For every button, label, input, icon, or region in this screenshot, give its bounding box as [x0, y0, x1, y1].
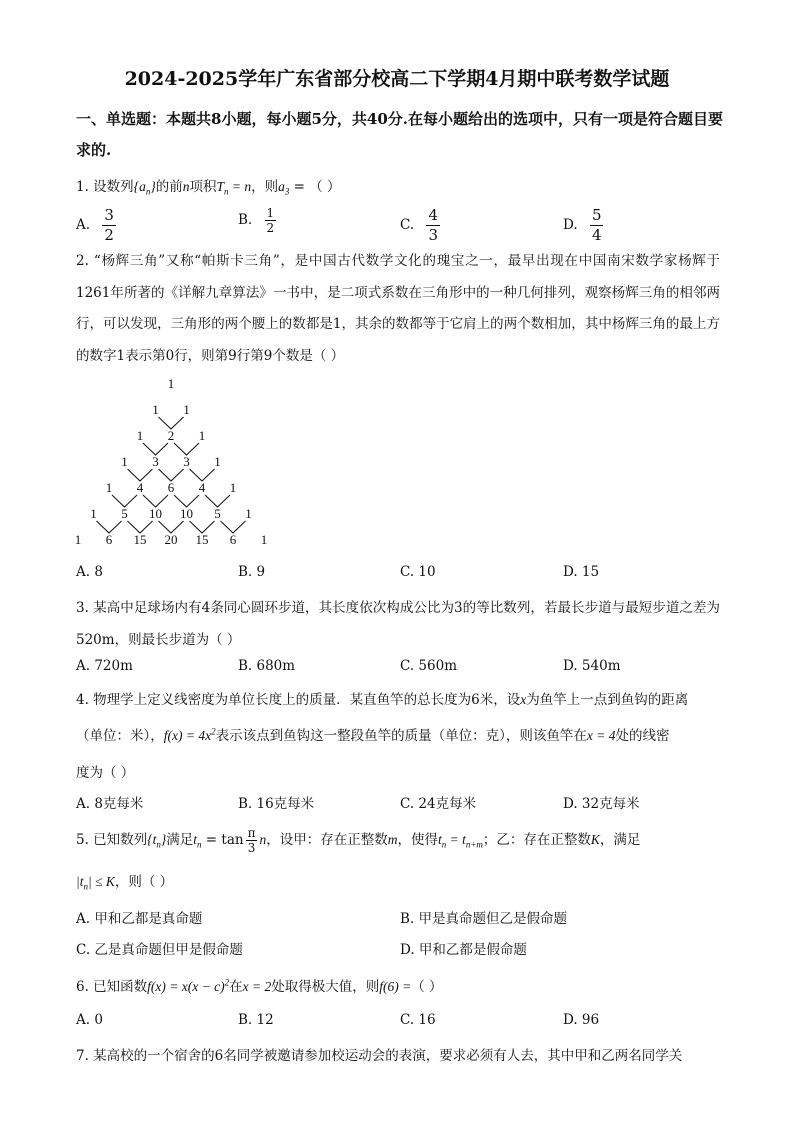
- section-header: 一、单选题：本题共8小题，每小题5分，共40分.在每小题给出的选项中，只有一项是符合题目要求的.: [76, 110, 723, 159]
- triangle-number: 1: [74, 532, 82, 547]
- triangle-number: 3: [183, 454, 190, 469]
- triangle-number: 1: [214, 454, 221, 469]
- triangle-number: 1: [90, 506, 97, 521]
- triangle-number: 4: [198, 480, 206, 495]
- triangle-number: 6: [167, 480, 175, 495]
- q1-option-a: A. $\frac{3}{2}$: [76, 206, 114, 244]
- q1-option-b: B. $\frac{1}{2}$: [238, 206, 275, 235]
- q5-option-c: C. 乙是真命题但甲是假命题: [76, 942, 243, 958]
- question-5-line-2: $|t_n| \le K$，则（ ）: [76, 874, 174, 892]
- q3-option-a: A. 720m: [76, 658, 133, 674]
- triangle-number: 20: [164, 532, 178, 547]
- triangle-number: 4: [136, 480, 144, 495]
- q2-option-d: D. 15: [563, 564, 600, 580]
- q3-option-b: B. 680m: [238, 658, 296, 674]
- question-4-line-2: （单位：米），$f(x) = 4x^2$表示该点到鱼钩这一整段鱼竿的质量（单位：克），则该鱼竿在x = 4处的线密: [76, 726, 670, 744]
- triangle-number: 1: [245, 506, 252, 521]
- question-2: 2. “杨辉三角”又称“帕斯卡三角”，是中国古代数学文化的瑰宝之一，最早出现在中国南宋数学家杨辉于1261年所著的《详解九章算法》一书中，是二项式系数在三角形中的一种几何排列，观察杨辉三角的相邻两行，可以发现，三角形的两个腰上的数都是1，其余的数都等于它肩上的两个数相加，其中杨辉三角的最上方的数字1表示第0行，则第9行第9个数是（ ）: [76, 253, 720, 364]
- q1-text: 的前: [155, 179, 183, 195]
- q5-option-d: D. 甲和乙都是假命题: [400, 942, 527, 958]
- q1-option-c: C. $\frac{4}{3}$: [400, 206, 438, 244]
- q6-option-a: A. 0: [76, 1012, 103, 1028]
- q6-option-d: D. 96: [563, 1012, 600, 1028]
- q1-text2: 项积: [189, 179, 217, 195]
- q1-end: = （ ）: [289, 179, 341, 195]
- q3-option-d: D. 540m: [563, 658, 621, 674]
- triangle-number: 3: [152, 454, 159, 469]
- triangle-number: 2: [167, 428, 175, 443]
- q1-text3: ，则: [251, 179, 279, 195]
- q2-option-c: C. 10: [400, 564, 436, 580]
- q1-option-d: D. $\frac{5}{4}$: [563, 206, 602, 244]
- question-4-line-3: 度为（ ）: [76, 765, 135, 781]
- triangle-number: 15: [133, 532, 147, 547]
- triangle-number: 1: [183, 402, 190, 417]
- q4-option-b: B. 16克每米: [238, 796, 315, 812]
- triangle-number: 6: [105, 532, 113, 547]
- triangle-number: 1: [136, 428, 144, 443]
- q1-seq: $\{a_n\}$: [133, 179, 156, 197]
- triangle-number: 1: [105, 480, 113, 495]
- page-title: 2024-2025学年广东省部分校高二下学期4月期中联考数学试题: [124, 68, 670, 90]
- pascal-triangle-figure: [70, 376, 300, 551]
- question-6: 6. 已知函数$f(x) = x(x - c)^2$在x = 2处取得极大值，则f(6) =（ ）: [76, 977, 443, 995]
- q2-option-a: A. 8: [76, 564, 103, 580]
- triangle-number: 5: [121, 506, 128, 521]
- q3-option-c: C. 560m: [400, 658, 457, 674]
- q6-option-b: B. 12: [238, 1012, 274, 1028]
- triangle-number: 15: [195, 532, 209, 547]
- q4-option-d: D. 32克每米: [563, 796, 640, 812]
- triangle-number: 1: [152, 402, 159, 417]
- q4-option-c: C. 24克每米: [400, 796, 477, 812]
- triangle-number: 1: [198, 428, 206, 443]
- q1-n: n: [182, 179, 190, 194]
- triangle-number: 1: [229, 480, 237, 495]
- q1-tn: $T_n = n$: [216, 179, 252, 197]
- question-5-line-1: 5. 已知数列$\{t_n\}$满足$t_n = \tan$ $\frac{\pi}{3}$ n，设甲：存在正整数m，使得$t_n = t_{n+m}$；乙：存在正整数K，满足: [76, 826, 641, 855]
- triangle-number: 1: [260, 532, 268, 547]
- question-3: 3. 某高中足球场内有4条同心圆环步道，其长度依次构成公比为3的等比数列，若最长步道与最短步道之差为520m，则最长步道为（ ）: [76, 600, 720, 648]
- triangle-number: 10: [180, 506, 193, 521]
- triangle-number: 5: [214, 506, 221, 521]
- triangle-number: 6: [229, 532, 237, 547]
- q5-option-b: B. 甲是真命题但乙是假命题: [400, 911, 568, 927]
- question-7: 7. 某高校的一个宿舍的6名同学被邀请参加校运动会的表演，要求必须有人去，其中甲和乙两名同学关: [76, 1048, 683, 1064]
- q6-option-c: C. 16: [400, 1012, 436, 1028]
- q5-option-a: A. 甲和乙都是真命题: [76, 911, 203, 927]
- q4-option-a: A. 8克每米: [76, 796, 144, 812]
- q2-option-b: B. 9: [238, 564, 266, 580]
- q4-fx: $f(x) = 4x^2$: [163, 726, 216, 743]
- triangle-number: 1: [121, 454, 128, 469]
- q1-a3: $a_3$: [278, 179, 290, 197]
- triangle-number: 1: [167, 376, 175, 391]
- question-1: [76, 175, 341, 197]
- question-4-line-1: 4. 物理学上定义线密度为单位长度上的质量．某直鱼竿的总长度为6米，设x为鱼竿上一点到鱼钩的距离: [76, 692, 689, 708]
- triangle-number: 10: [149, 506, 162, 521]
- q1-prefix: 1. 设数列: [76, 179, 134, 195]
